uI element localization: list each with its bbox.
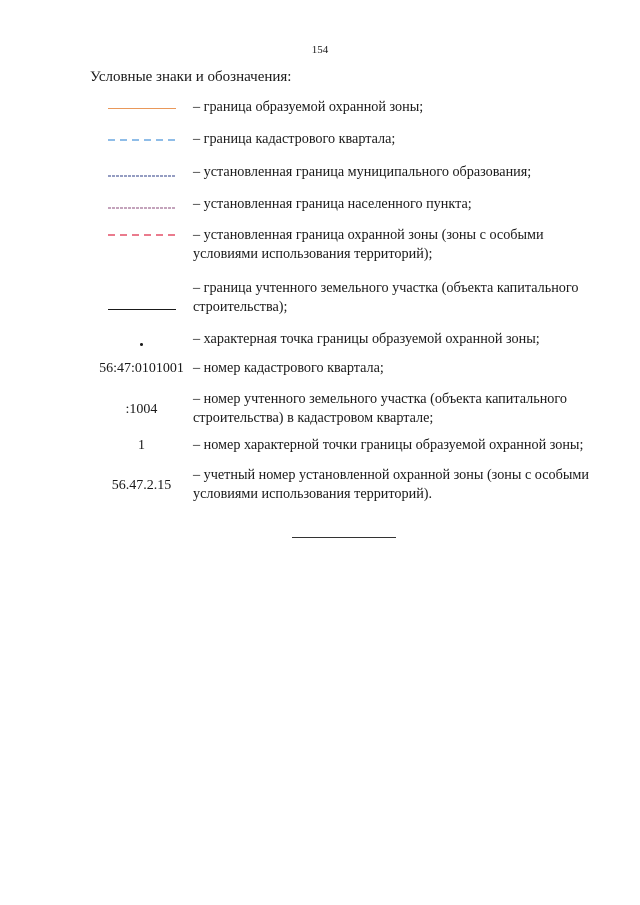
legend-row-settlement-boundary: [90, 195, 600, 214]
legend-symbol-text: 56.47.2.15: [111, 477, 172, 493]
legend-symbol: [90, 163, 193, 182]
legend-symbol: [90, 226, 193, 245]
end-divider: [292, 537, 396, 538]
legend-description: – граница кадастрового квартала;: [193, 131, 396, 147]
legend-description: – граница учтенного земельного участка (объекта капитального строительства);: [193, 280, 579, 315]
legend-title: Условные знаки и обозначения:: [90, 69, 292, 85]
legend-row-cadastral-quarter-boundary: [90, 130, 600, 149]
legend-row-cadastral-quarter-number: [90, 359, 600, 378]
legend-symbol: [90, 330, 193, 346]
legend-description: – номер учтенного земельного участка (объекта капитального строительства) в кадастровом квартале;: [193, 391, 567, 426]
legend-symbol: [90, 279, 193, 317]
legend-description: – номер характерной точки границы образуемой охранной зоны;: [193, 437, 584, 453]
purple-dashed-line-symbol: [108, 195, 176, 214]
legend-symbol-text: 1: [138, 438, 145, 453]
legend-description: – учетный номер установленной охранной зоны (зоны с особыми условиями использования территорий).: [193, 467, 589, 502]
legend-symbol: [90, 195, 193, 214]
legend-description: – номер кадастрового квартала;: [193, 360, 384, 376]
black-solid-line-symbol: [108, 309, 176, 310]
legend-symbol-text: :1004: [125, 401, 158, 417]
lightblue-dashed-line-symbol: [108, 130, 176, 149]
legend-description: – установленная граница муниципального образования;: [193, 164, 532, 180]
point-symbol: [140, 343, 143, 346]
orange-solid-line-symbol: [108, 108, 176, 109]
legend-row-land-plot-boundary: [90, 279, 600, 317]
legend-description: – установленная граница населенного пункта;: [193, 196, 472, 212]
legend-row-zone-registration-number: [90, 466, 600, 504]
legend-row-land-plot-number: [90, 390, 600, 428]
legend-row-point-number: [90, 436, 600, 455]
darkblue-dashed-line-symbol: [108, 163, 176, 182]
legend-description: – установленная граница охранной зоны (зоны с особыми условиями использования территорий);: [193, 227, 544, 262]
legend-description: – граница образуемой охранной зоны;: [193, 99, 424, 115]
legend-row-protection-zone-boundary: [90, 98, 600, 117]
legend-symbol: [90, 130, 193, 149]
legend-description: – характерная точка границы образуемой охранной зоны;: [193, 331, 540, 347]
pink-dashed-line-symbol: [108, 226, 176, 245]
legend-row-municipal-boundary: [90, 163, 600, 182]
page-number: 154: [311, 44, 329, 56]
legend-row-characteristic-point: [90, 330, 600, 349]
legend-symbol: [90, 98, 193, 109]
legend-row-established-protection-zone: [90, 226, 600, 264]
legend-symbol-text: 56:47:0101001: [99, 361, 184, 376]
